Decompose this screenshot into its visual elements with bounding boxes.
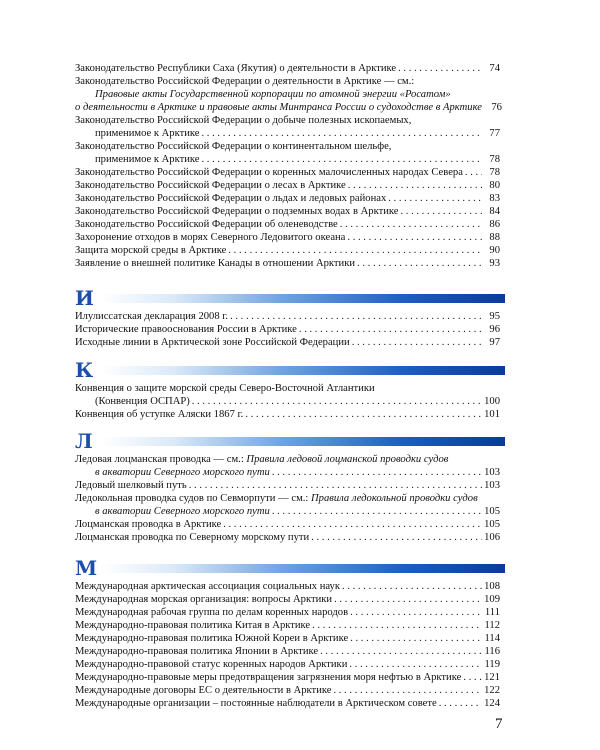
entry-line xyxy=(75,453,500,466)
leader-dots xyxy=(320,645,482,658)
entry-text: Международная арктическая ассоциация социальных наук xyxy=(75,581,341,592)
entry-text: Законодательство Российской Федерации об оленеводстве xyxy=(75,219,338,230)
index-entry[interactable] xyxy=(75,606,500,619)
leader-dots xyxy=(189,479,482,492)
entry-line xyxy=(75,166,500,179)
page-ref[interactable]: 116 xyxy=(484,646,500,657)
entry-text: Международно-правовой статус коренных народов Арктики xyxy=(75,659,348,670)
index-entry[interactable] xyxy=(75,593,500,606)
index-entry[interactable] xyxy=(75,323,500,336)
entry-text: Ледовый шелковый путь xyxy=(75,480,187,491)
section-letter: И xyxy=(75,286,94,310)
index-entry[interactable] xyxy=(75,336,500,349)
index-entry[interactable] xyxy=(75,645,500,658)
index-entry[interactable] xyxy=(75,684,500,697)
page-ref[interactable]: 112 xyxy=(484,620,500,631)
index-entry[interactable] xyxy=(75,192,500,205)
leader-dots xyxy=(333,684,482,697)
entry-line xyxy=(75,205,500,218)
leader-dots xyxy=(334,593,482,606)
index-entry[interactable] xyxy=(75,114,500,140)
page-ref[interactable]: 108 xyxy=(484,581,500,592)
entry-line xyxy=(75,492,500,505)
page-ref[interactable]: 95 xyxy=(489,311,500,322)
leader-dots xyxy=(357,257,482,270)
section-letter: М xyxy=(75,556,98,580)
leader-dots xyxy=(202,153,483,166)
section-header-section_k xyxy=(75,359,505,381)
entry-line xyxy=(75,153,500,166)
leader-dots xyxy=(349,658,482,671)
entry-line xyxy=(75,580,500,593)
page-ref[interactable]: 114 xyxy=(484,633,500,644)
entry-text: Международная морская организация: вопросы Арктики xyxy=(75,594,333,605)
page-ref[interactable]: 78 xyxy=(489,167,500,178)
entry-text: Защита морской среды в Арктике xyxy=(75,245,227,256)
section-gradient-bar xyxy=(101,366,505,375)
index-entry[interactable] xyxy=(75,166,500,179)
entry-line xyxy=(75,645,500,658)
entry-line xyxy=(75,231,500,244)
entry-line xyxy=(75,75,500,88)
entry-text: Исходные линии в Арктической зоне Российской Федерации xyxy=(75,337,350,348)
page-ref[interactable]: 122 xyxy=(484,685,500,696)
entry-line xyxy=(75,632,500,645)
section-letter: Л xyxy=(75,429,93,453)
entry-text: Международные договоры ЕС о деятельности в Арктике xyxy=(75,685,332,696)
entry-text: Правовые акты Государственной корпорации по атомной энергии «Росатом» xyxy=(95,89,451,100)
entry-line xyxy=(75,479,500,492)
leader-dots xyxy=(228,244,482,257)
leader-dots xyxy=(223,518,482,531)
index-entry[interactable] xyxy=(75,218,500,231)
section-header-section_l xyxy=(75,430,505,452)
entry-text: в акватории Северного морского пути xyxy=(95,506,270,517)
leader-dots xyxy=(398,62,482,75)
index-entry[interactable] xyxy=(75,205,500,218)
entry-text: Законодательство Российской Федерации о деятельности в Арктике — см.: xyxy=(75,76,415,87)
page-ref[interactable]: 100 xyxy=(484,396,500,407)
entry-line xyxy=(75,658,500,671)
page-ref[interactable]: 78 xyxy=(489,154,500,165)
entry-line xyxy=(75,310,500,323)
entry-line xyxy=(75,218,500,231)
entry-line xyxy=(75,408,500,421)
entry-text: Международно-правовые меры предотвращения загрязнения моря нефтью в Арктике xyxy=(75,672,462,683)
entry-line xyxy=(75,505,500,518)
index-entry[interactable] xyxy=(75,580,500,593)
page-ref[interactable]: 103 xyxy=(484,480,500,491)
leader-dots xyxy=(439,697,482,710)
page-ref[interactable]: 96 xyxy=(489,324,500,335)
index-entry[interactable] xyxy=(75,179,500,192)
entry-text: Конвенция об уступке Аляски 1867 г. xyxy=(75,409,244,420)
entry-line xyxy=(75,593,500,606)
entry-line xyxy=(75,192,500,205)
leader-dots xyxy=(311,531,482,544)
page-ref[interactable]: 77 xyxy=(489,128,500,139)
entry-line xyxy=(75,697,500,710)
page-ref[interactable]: 84 xyxy=(489,206,500,217)
index-entry[interactable] xyxy=(75,671,500,684)
page-ref[interactable]: 74 xyxy=(489,63,500,74)
entry-text: Международно-правовая политика Японии в Арктике xyxy=(75,646,319,657)
leader-dots xyxy=(340,218,482,231)
entry-line xyxy=(75,382,500,395)
index-entry[interactable] xyxy=(75,697,500,710)
index-entry[interactable] xyxy=(75,382,500,408)
leader-dots xyxy=(202,127,483,140)
index-entry[interactable] xyxy=(75,140,500,166)
entry-line xyxy=(75,140,500,153)
entry-line xyxy=(75,671,500,684)
page-ref[interactable]: 80 xyxy=(489,180,500,191)
leader-dots xyxy=(245,408,482,421)
entry-text: Конвенция о защите морской среды Северо-Восточной Атлантики xyxy=(75,383,375,394)
page-ref[interactable]: 103 xyxy=(484,467,500,478)
index-entry[interactable] xyxy=(75,619,500,632)
index-entry[interactable] xyxy=(75,518,500,531)
index-entry[interactable] xyxy=(75,453,500,479)
leader-dots xyxy=(312,619,482,632)
index-entry[interactable] xyxy=(75,244,500,257)
entry-text: Международная рабочая группа по делам коренных народов xyxy=(75,607,349,618)
entry-text: Заявление о внешней политике Канады в отношении Арктики xyxy=(75,258,356,269)
entry-text: Илулиссатская декларация 2008 г. xyxy=(75,311,229,322)
entry-line xyxy=(75,127,500,140)
leader-dots xyxy=(272,466,482,479)
index-entry[interactable] xyxy=(75,257,500,270)
entry-line xyxy=(75,684,500,697)
page-ref[interactable]: 109 xyxy=(484,594,500,605)
index-entry[interactable] xyxy=(75,75,500,114)
section-gradient-bar xyxy=(101,564,505,573)
leader-dots xyxy=(348,179,482,192)
entry-text: (Конвенция ОСПАР) xyxy=(95,396,190,407)
entry-text: Ледовая лоцманская проводка — см.: Правила ледовой лоцманской проводки судов xyxy=(75,454,449,465)
leader-dots xyxy=(465,166,482,179)
entry-text: Законодательство Российской Федерации о континентальном шельфе, xyxy=(75,141,392,152)
entry-line xyxy=(75,88,500,101)
entry-text: в акватории Северного морского пути xyxy=(95,467,270,478)
index-entry[interactable] xyxy=(75,408,500,421)
leader-dots xyxy=(299,323,482,336)
entry-text: применимое к Арктике xyxy=(95,154,200,165)
entry-text: Исторические правооснования России в Арктике xyxy=(75,324,297,335)
entry-text: о деятельности в Арктике и правовые акты Минтранса России о судоходстве в Арктике xyxy=(75,102,482,113)
entry-line xyxy=(75,244,500,257)
section-gradient-bar xyxy=(101,294,505,303)
entry-line xyxy=(75,531,500,544)
page-ref[interactable]: 88 xyxy=(489,232,500,243)
index-entry[interactable] xyxy=(75,479,500,492)
leader-dots xyxy=(400,205,482,218)
index-entry[interactable] xyxy=(75,310,500,323)
leader-dots xyxy=(272,505,482,518)
index-entry[interactable] xyxy=(75,658,500,671)
section-gradient-bar xyxy=(101,437,505,446)
page-ref[interactable]: 124 xyxy=(484,698,500,709)
entry-line xyxy=(75,62,500,75)
page-ref[interactable]: 105 xyxy=(484,506,500,517)
leader-dots xyxy=(350,632,482,645)
entry-line xyxy=(75,114,500,127)
leader-dots xyxy=(230,310,482,323)
section-letter: К xyxy=(75,358,94,382)
entry-text: Международно-правовая политика Южной Кореи в Арктике xyxy=(75,633,349,644)
page-ref[interactable]: 106 xyxy=(484,532,500,543)
entry-line xyxy=(75,606,500,619)
entry-line xyxy=(75,619,500,632)
entry-text: Международно-правовая политика Китая в Арктике xyxy=(75,620,311,631)
entry-text: Ледокольная проводка судов по Севморпути — см.: Правила ледокольной проводки судов xyxy=(75,493,478,504)
leader-dots xyxy=(342,580,482,593)
index-entry[interactable] xyxy=(75,531,500,544)
page-ref[interactable]: 76 xyxy=(491,102,502,113)
entry-line xyxy=(75,323,500,336)
page-ref[interactable]: 119 xyxy=(484,659,500,670)
index-entry[interactable] xyxy=(75,632,500,645)
entry-text: Законодательство Российской Федерации о добыче полезных ископаемых, xyxy=(75,115,412,126)
leader-dots xyxy=(352,336,482,349)
page-ref[interactable]: 121 xyxy=(484,672,500,683)
page-ref[interactable]: 93 xyxy=(489,258,500,269)
page-ref[interactable]: 101 xyxy=(484,409,500,420)
entry-text: Лоцманская проводка по Северному морскому пути xyxy=(75,532,310,543)
entry-line xyxy=(75,101,500,114)
entry-text: Захоронение отходов в морях Северного Ледовитого океана xyxy=(75,232,346,243)
index-entry[interactable] xyxy=(75,492,500,518)
leader-dots xyxy=(192,395,482,408)
entry-text: Законодательство Республики Саха (Якутия) о деятельности в Арктике xyxy=(75,63,397,74)
entry-line xyxy=(75,336,500,349)
entry-text: Лоцманская проводка в Арктике xyxy=(75,519,222,530)
entry-text: Международные организации – постоянные наблюдатели в Арктическом совете xyxy=(75,698,437,709)
entry-line xyxy=(75,395,500,408)
entry-text: Законодательство Российской Федерации о лесах в Арктике xyxy=(75,180,346,191)
page-ref[interactable]: 105 xyxy=(484,519,500,530)
page-ref[interactable]: 111 xyxy=(484,607,500,618)
page-number: 7 xyxy=(495,716,503,732)
section-header-section_i xyxy=(75,287,505,309)
entry-text: Законодательство Российской Федерации о подземных водах в Арктике xyxy=(75,206,399,217)
entry-line xyxy=(75,518,500,531)
page-ref[interactable]: 83 xyxy=(489,193,500,204)
entry-line xyxy=(75,179,500,192)
page-ref[interactable]: 86 xyxy=(489,219,500,230)
leader-dots xyxy=(350,606,482,619)
entry-text: Законодательство Российской Федерации о коренных малочисленных народах Севера xyxy=(75,167,463,178)
leader-dots xyxy=(463,671,482,684)
leader-dots xyxy=(347,231,482,244)
entry-text: применимое к Арктике xyxy=(95,128,200,139)
index-entry[interactable] xyxy=(75,62,500,75)
entry-line xyxy=(75,257,500,270)
entry-text: Законодательство Российской Федерации о льдах и ледовых районах xyxy=(75,193,387,204)
page-ref[interactable]: 97 xyxy=(489,337,500,348)
index-entry[interactable] xyxy=(75,231,500,244)
section-header-section_m xyxy=(75,557,505,579)
leader-dots xyxy=(388,192,482,205)
page-ref[interactable]: 90 xyxy=(489,245,500,256)
entry-line xyxy=(75,466,500,479)
